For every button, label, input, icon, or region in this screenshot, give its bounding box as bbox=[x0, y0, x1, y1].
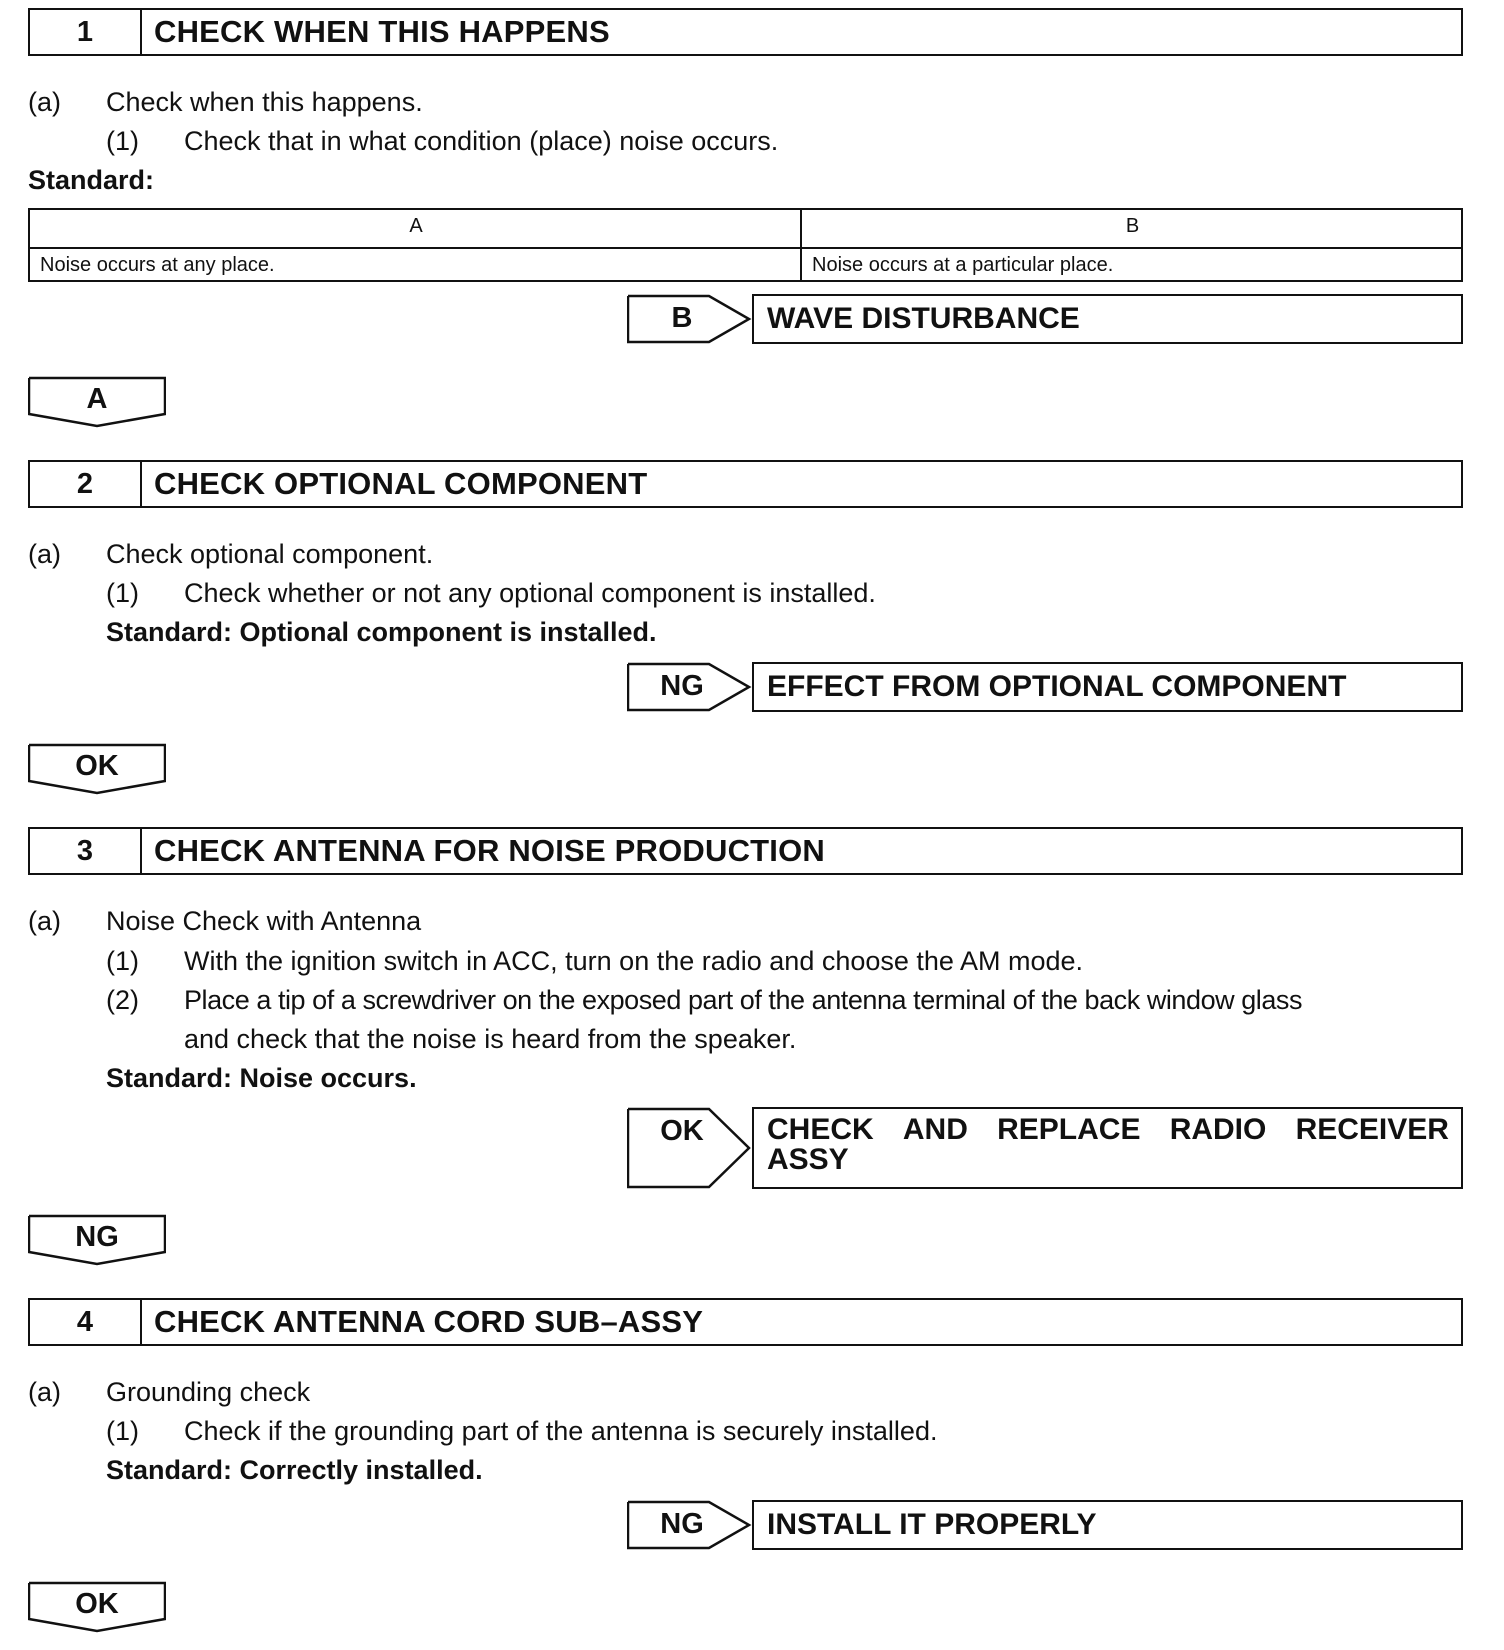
item-text: Check when this happens. bbox=[106, 87, 423, 117]
item-label: (a) bbox=[28, 539, 61, 569]
result-word: RECEIVER bbox=[1295, 1113, 1449, 1146]
item-label: (a) bbox=[28, 1377, 61, 1407]
step-number: 3 bbox=[30, 829, 142, 873]
item-label: (a) bbox=[28, 906, 61, 936]
sub-item-text: Place a tip of a screwdriver on the exposed part of the antenna terminal of the back window glass bbox=[184, 985, 1303, 1015]
result-word: RADIO bbox=[1169, 1113, 1267, 1146]
result-text-line1 bbox=[767, 1115, 1449, 1145]
sub-item-label: (1) bbox=[106, 946, 139, 976]
table-header-b: B bbox=[1125, 215, 1140, 237]
sub-item-text: Check if the grounding part of the antenna is securely installed. bbox=[184, 1416, 938, 1446]
standard-label: Standard: bbox=[28, 165, 155, 195]
result-arrow-label: B bbox=[671, 302, 693, 334]
item-text: Noise Check with Antenna bbox=[106, 906, 422, 936]
sub-item-text: Check that in what condition (place) noise occurs. bbox=[184, 126, 779, 156]
item-text: Check optional component. bbox=[106, 539, 434, 569]
flow-tab-label: OK bbox=[75, 750, 119, 782]
standard-label: Standard: Noise occurs. bbox=[106, 1063, 417, 1093]
result-arrow-label: NG bbox=[660, 1508, 704, 1540]
result-word: CHECK bbox=[767, 1113, 874, 1146]
flow-tab-label: A bbox=[86, 383, 108, 415]
result-word: AND bbox=[902, 1113, 968, 1146]
step-1-header bbox=[28, 8, 1463, 56]
step-number: 4 bbox=[30, 1300, 142, 1344]
step-title: CHECK ANTENNA FOR NOISE PRODUCTION bbox=[154, 833, 826, 868]
step-3-header bbox=[28, 827, 1463, 875]
step-title: CHECK OPTIONAL COMPONENT bbox=[154, 466, 648, 501]
flow-tab-label: OK bbox=[75, 1588, 119, 1620]
result-arrow-label: OK bbox=[660, 1115, 704, 1147]
step-title: CHECK WHEN THIS HAPPENS bbox=[154, 14, 610, 49]
result-box: WAVE DISTURBANCE bbox=[752, 294, 1463, 344]
flow-tab-ok bbox=[28, 1581, 166, 1633]
item-text: Grounding check bbox=[106, 1377, 311, 1407]
table-cell-a: Noise occurs at any place. bbox=[40, 254, 275, 276]
step-2-header bbox=[28, 460, 1463, 508]
flow-tab-label: NG bbox=[75, 1221, 119, 1253]
step-4-header bbox=[28, 1298, 1463, 1346]
item-label: (a) bbox=[28, 87, 61, 117]
step-number: 1 bbox=[30, 10, 142, 54]
standard-table bbox=[28, 208, 1463, 282]
result-box bbox=[752, 1107, 1463, 1189]
result-word: REPLACE bbox=[997, 1113, 1141, 1146]
table-cell-b: Noise occurs at a particular place. bbox=[812, 254, 1114, 276]
standard-label: Standard: Correctly installed. bbox=[106, 1455, 483, 1485]
result-arrow-label: NG bbox=[660, 670, 704, 702]
result-box: EFFECT FROM OPTIONAL COMPONENT bbox=[752, 662, 1463, 712]
standard-label: Standard: Optional component is installed. bbox=[106, 617, 657, 647]
flow-tab-ng bbox=[28, 1214, 166, 1266]
table-header-a: A bbox=[409, 215, 423, 237]
sub-item-text: With the ignition switch in ACC, turn on the radio and choose the AM mode. bbox=[184, 946, 1083, 976]
sub-item-text: Check whether or not any optional component is installed. bbox=[184, 578, 876, 608]
result-box: INSTALL IT PROPERLY bbox=[752, 1500, 1463, 1550]
flow-tab-ok bbox=[28, 743, 166, 795]
sub-item-label: (1) bbox=[106, 1416, 139, 1446]
step-title: CHECK ANTENNA CORD SUB–ASSY bbox=[154, 1304, 704, 1339]
sub-item-text-continued: and check that the noise is heard from the speaker. bbox=[184, 1024, 797, 1054]
sub-item-label: (2) bbox=[106, 985, 139, 1015]
sub-item-label: (1) bbox=[106, 578, 139, 608]
result-text-line2: ASSY bbox=[767, 1143, 849, 1176]
table-divider bbox=[30, 247, 1461, 249]
sub-item-label: (1) bbox=[106, 126, 139, 156]
step-number: 2 bbox=[30, 462, 142, 506]
flow-tab-a bbox=[28, 376, 166, 428]
